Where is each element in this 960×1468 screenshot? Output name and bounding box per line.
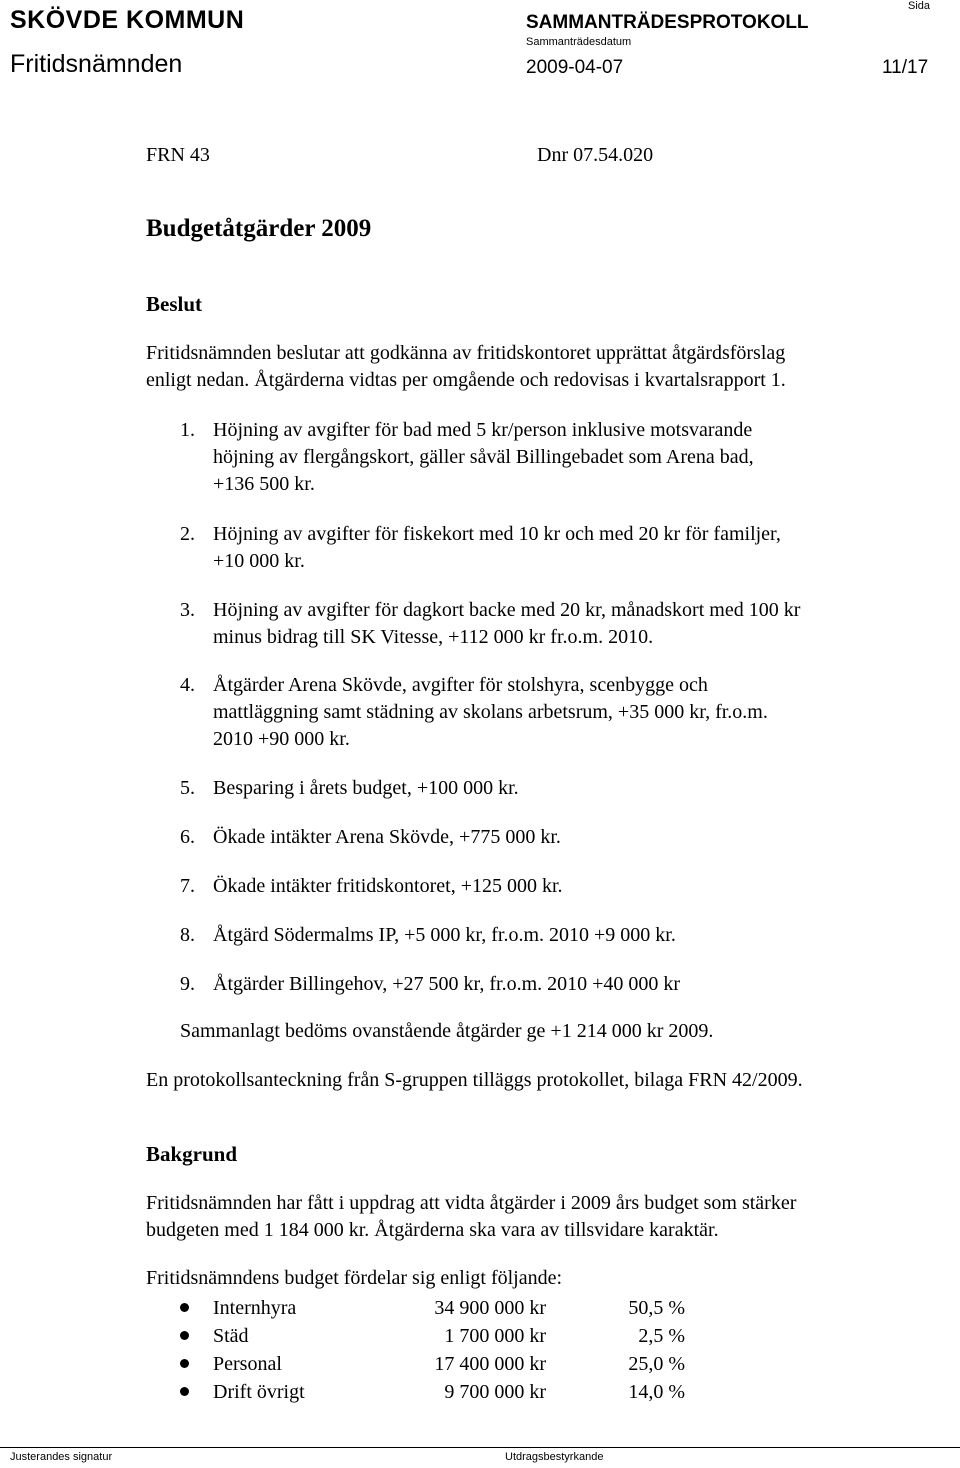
case-dnr: Dnr 07.54.020 [537, 144, 654, 166]
budget-row-name: Personal [213, 1353, 282, 1375]
item-text-cont: mattläggning samt städning av skolans arbetsrum, +35 000 kr, fr.o.m. [213, 701, 768, 723]
case-id: FRN 43 [146, 144, 210, 166]
footer-divider [0, 1447, 960, 1448]
beslut-heading: Beslut [146, 292, 203, 316]
list-item [180, 824, 561, 851]
item-text-cont: höjning av flergångskort, gäller såväl Billingebadet som Arena bad, [213, 446, 754, 468]
meeting-date: 2009-04-07 [526, 57, 624, 78]
protocol-title: SAMMANTRÄDESPROTOKOLL [526, 12, 809, 33]
bullet-icon [180, 1387, 189, 1396]
list-item [180, 922, 676, 949]
bakgrund-line-1: Fritidsnämnden har fått i uppdrag att vidta åtgärder i 2009 års budget som stärker [146, 1192, 797, 1214]
item-number: 5. [180, 777, 195, 799]
protocol-note: En protokollsanteckning från S-gruppen tilläggs protokollet, bilaga FRN 42/2009. [146, 1069, 803, 1091]
bakgrund-heading: Bakgrund [146, 1142, 238, 1166]
list-item [180, 775, 519, 802]
budget-row-amount: 9 700 000 kr [444, 1381, 546, 1403]
budget-row [180, 1351, 700, 1378]
page-label: Sida [908, 0, 931, 12]
item-text: Ökade intäkter fritidskontoret, +125 000 kr. [213, 875, 563, 897]
item-text-cont: +136 500 kr. [213, 473, 315, 495]
budget-row-name: Internhyra [213, 1297, 297, 1319]
item-number: 8. [180, 924, 195, 946]
committee-name: Fritidsnämnden [10, 50, 183, 78]
item-text: Höjning av avgifter för bad med 5 kr/person inklusive motsvarande [213, 419, 753, 441]
list-item [180, 521, 781, 575]
summary-text: Sammanlagt bedöms ovanstående åtgärder ge +1 214 000 kr 2009. [180, 1020, 714, 1042]
bakgrund-line-2: budgeten med 1 184 000 kr. Åtgärderna ska vara av tillsvidare karaktär. [146, 1219, 719, 1241]
item-text: Åtgärder Billingehov, +27 500 kr, fr.o.m. 2010 +40 000 kr [213, 973, 681, 995]
item-text-cont: minus bidrag till SK Vitesse, +112 000 kr fr.o.m. 2010. [213, 626, 654, 648]
list-item [180, 873, 563, 900]
budget-row [180, 1295, 700, 1322]
item-number: 2. [180, 523, 195, 545]
bullet-icon [180, 1359, 189, 1368]
item-number: 1. [180, 419, 195, 441]
item-number: 4. [180, 674, 195, 696]
budget-intro: Fritidsnämndens budget fördelar sig enligt följande: [146, 1267, 563, 1289]
bullet-icon [180, 1303, 189, 1312]
date-label: Sammanträdesdatum [526, 36, 632, 48]
item-text-cont: +10 000 kr. [213, 550, 305, 572]
list-item [180, 672, 768, 753]
item-text: Ökade intäkter Arena Skövde, +775 000 kr. [213, 826, 561, 848]
item-text: Åtgärder Arena Skövde, avgifter för stolshyra, scenbygge och [213, 674, 708, 696]
item-text: Höjning av avgifter för dagkort backe med 20 kr, månadskort med 100 kr [213, 599, 801, 621]
budget-row [180, 1323, 700, 1350]
budget-row-percent: 2,5 % [638, 1325, 685, 1347]
budget-row-amount: 1 700 000 kr [444, 1325, 546, 1347]
item-number: 3. [180, 599, 195, 621]
budget-row-percent: 50,5 % [628, 1297, 685, 1319]
bullet-icon [180, 1331, 189, 1340]
extract-label: Utdragsbestyrkande [505, 1451, 604, 1463]
budget-row-percent: 25,0 % [628, 1353, 685, 1375]
item-text-cont: 2010 +90 000 kr. [213, 728, 350, 750]
item-text: Åtgärd Södermalms IP, +5 000 kr, fr.o.m. 2010 +9 000 kr. [213, 924, 676, 946]
budget-row-percent: 14,0 % [628, 1381, 685, 1403]
list-item [180, 971, 680, 998]
beslut-intro-line-1: Fritidsnämnden beslutar att godkänna av fritidskontoret upprättat åtgärdsförslag [146, 342, 786, 364]
item-number: 7. [180, 875, 195, 897]
budget-row-name: Drift övrigt [213, 1381, 305, 1403]
list-item [180, 597, 800, 651]
page-number: 11/17 [882, 57, 929, 78]
organization-logo: SKÖVDE KOMMUN [10, 6, 245, 34]
item-number: 6. [180, 826, 195, 848]
signature-label: Justerandes signatur [10, 1451, 113, 1463]
budget-row [180, 1379, 700, 1406]
beslut-intro-line-2: enligt nedan. Åtgärderna vidtas per omgående och redovisas i kvartalsrapport 1. [146, 369, 786, 391]
item-text: Besparing i årets budget, +100 000 kr. [213, 777, 519, 799]
item-number: 9. [180, 973, 195, 995]
budget-row-name: Städ [213, 1325, 249, 1347]
page-title: Budgetåtgärder 2009 [146, 215, 372, 242]
budget-row-amount: 34 900 000 kr [434, 1297, 546, 1319]
list-item [180, 417, 754, 498]
budget-row-amount: 17 400 000 kr [434, 1353, 546, 1375]
item-text: Höjning av avgifter för fiskekort med 10 kr och med 20 kr för familjer, [213, 523, 781, 545]
